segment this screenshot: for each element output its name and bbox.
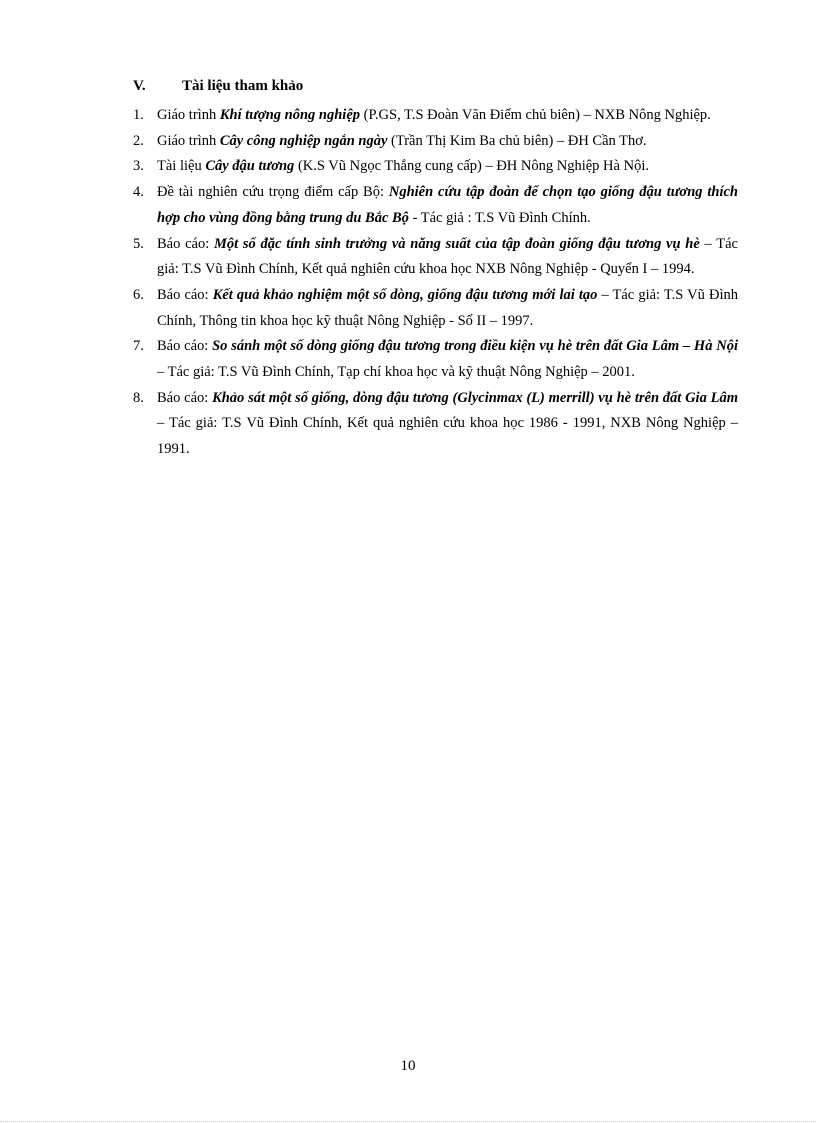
reference-prefix: Báo cáo: — [157, 338, 213, 355]
reference-title: Kết quả khảo nghiệm một số dòng, giống đậu tương mới lai tạo — [212, 286, 598, 303]
page-bottom-divider — [0, 1121, 816, 1122]
reference-prefix: Báo cáo: — [157, 235, 214, 252]
reference-details: (Trần Thị Kim Ba chủ biên) – ĐH Cần Thơ. — [387, 132, 647, 149]
reference-details: – Tác giả: T.S Vũ Đình Chính, Kết quả nghiên cứu khoa học 1986 - 1991, NXB Nông Nghiệp – 1991. — [157, 415, 738, 458]
reference-title: Khí tượng nông nghiệp — [219, 107, 360, 123]
reference-details: - Tác giả : T.S Vũ Đình Chính. — [408, 209, 591, 226]
reference-title: Một số đặc tính sinh trưởng và năng suất của tập đoàn giống đậu tương vụ hè — [213, 235, 700, 252]
reference-details: – Tác giả: T.S Vũ Đình Chính, Thông tin khoa học kỹ thuật Nông Nghiệp - Số II – 1997. — [157, 286, 738, 329]
reference-number: 3. — [133, 158, 144, 175]
reference-number: 1. — [133, 107, 144, 123]
reference-item — [133, 232, 738, 283]
section-heading — [133, 76, 303, 96]
reference-number: 6. — [133, 286, 144, 303]
reference-prefix: Giáo trình — [157, 132, 220, 149]
reference-item — [133, 154, 738, 180]
reference-number: 7. — [133, 338, 144, 355]
reference-item — [133, 283, 738, 334]
reference-item — [133, 334, 738, 385]
reference-title: Cây công nghiệp ngắn ngày — [219, 132, 388, 149]
reference-list — [133, 103, 738, 463]
reference-item — [133, 129, 738, 155]
page-number: 10 — [400, 1058, 416, 1074]
reference-number: 8. — [133, 389, 144, 406]
reference-prefix: Báo cáo: — [157, 286, 213, 303]
reference-prefix: Đề tài nghiên cứu trọng điểm cấp Bộ: — [157, 184, 389, 201]
reference-number: 5. — [133, 235, 144, 252]
reference-title: Cây đậu tương — [205, 158, 295, 175]
reference-details: – Tác giả: T.S Vũ Đình Chính, Kết quả nghiên cứu khoa học NXB Nông Nghiệp - Quyển I – 1994. — [157, 235, 738, 278]
reference-title: Khảo sát một số giống, dòng đậu tương (Glycinmax (L) merrill) vụ hè trên đất Gia Lâm — [212, 389, 738, 406]
reference-title: So sánh một số dòng giống đậu tương trong điều kiện vụ hè trên đất Gia Lâm – Hà Nội — [212, 338, 738, 355]
reference-details: – Tác giả: T.S Vũ Đình Chính, Tạp chí khoa học và kỹ thuật Nông Nghiệp – 2001. — [157, 364, 635, 381]
reference-item — [133, 103, 738, 129]
reference-prefix: Giáo trình — [157, 107, 220, 123]
reference-item — [133, 180, 738, 231]
reference-prefix: Báo cáo: — [157, 389, 213, 406]
reference-number: 4. — [133, 184, 144, 201]
reference-details: (K.S Vũ Ngọc Thắng cung cấp) – ĐH Nông Nghiệp Hà Nội. — [294, 158, 649, 175]
reference-title: Nghiên cứu tập đoàn để chọn tạo giống đậu tương thích hợp cho vùng đồng bằng trung du Bắc Bộ — [157, 184, 738, 226]
reference-item — [133, 386, 738, 463]
section-number: V. — [133, 78, 146, 94]
reference-prefix: Tài liệu — [157, 158, 206, 175]
reference-details: (P.GS, T.S Đoàn Văn Điếm chủ biên) – NXB Nông Nghiệp. — [360, 107, 711, 123]
section-title: Tài liệu tham khảo — [182, 78, 304, 94]
reference-number: 2. — [133, 132, 144, 149]
